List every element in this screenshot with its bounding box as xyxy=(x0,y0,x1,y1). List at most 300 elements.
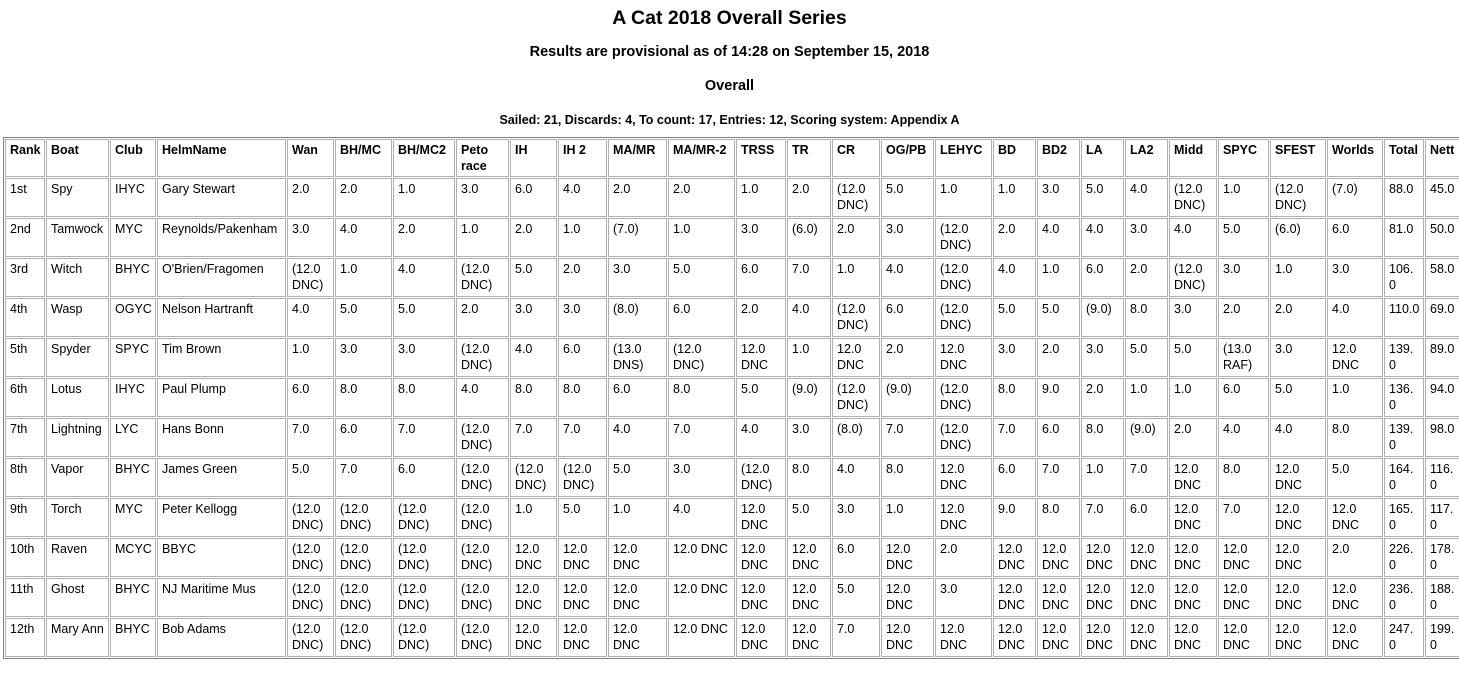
table-cell: 2.0 xyxy=(608,178,667,217)
table-cell: 7.0 xyxy=(881,418,934,457)
table-cell: 8.0 xyxy=(668,378,735,417)
table-cell: 1.0 xyxy=(668,218,735,257)
table-cell: (9.0) xyxy=(1125,418,1168,457)
table-cell: (12.0 DNC) xyxy=(393,618,455,657)
table-cell: 3.0 xyxy=(993,338,1036,377)
table-cell: (7.0) xyxy=(608,218,667,257)
table-cell: NJ Maritime Mus xyxy=(157,578,286,617)
table-cell: 5.0 xyxy=(1037,298,1080,337)
table-cell: 7.0 xyxy=(335,458,392,497)
table-cell: 12.0 DNC xyxy=(1169,498,1217,537)
table-cell: 5.0 xyxy=(287,458,334,497)
table-cell: (12.0 DNC) xyxy=(287,258,334,297)
provisional-note: Results are provisional as of 14:28 on September 15, 2018 xyxy=(529,44,930,60)
table-cell: 1.0 xyxy=(832,258,880,297)
table-cell: 1.0 xyxy=(1125,378,1168,417)
table-cell: 7.0 xyxy=(558,418,607,457)
table-cell: (12.0 DNC) xyxy=(287,498,334,537)
table-cell: BHYC xyxy=(110,618,156,657)
table-cell: (9.0) xyxy=(787,378,831,417)
table-cell: 1.0 xyxy=(608,498,667,537)
table-cell: 2.0 xyxy=(1037,338,1080,377)
table-cell: Lotus xyxy=(46,378,109,417)
table-cell: (12.0 DNC) xyxy=(335,538,392,577)
table-cell: 7.0 xyxy=(832,618,880,657)
table-cell: 12.0 DNC xyxy=(993,538,1036,577)
table-cell: 117.0 xyxy=(1425,498,1459,537)
table-cell: Peter Kellogg xyxy=(157,498,286,537)
table-cell: IHYC xyxy=(110,178,156,217)
table-cell: 6.0 xyxy=(993,458,1036,497)
table-cell: 5.0 xyxy=(1125,338,1168,377)
table-cell: 6.0 xyxy=(1218,378,1269,417)
column-header: Worlds xyxy=(1327,139,1383,177)
table-cell: 4.0 xyxy=(736,418,786,457)
table-cell: 1.0 xyxy=(335,258,392,297)
table-cell: 1.0 xyxy=(1037,258,1080,297)
table-cell: 8.0 xyxy=(1081,418,1124,457)
table-cell: (12.0 DNC) xyxy=(456,338,509,377)
column-header: BH/MC2 xyxy=(393,139,455,177)
table-cell: 7.0 xyxy=(1081,498,1124,537)
column-header: Boat xyxy=(46,139,109,177)
table-cell: 1.0 xyxy=(1270,258,1326,297)
table-row xyxy=(5,618,1459,657)
table-cell: 178.0 xyxy=(1425,538,1459,577)
table-cell: 12.0 DNC xyxy=(608,578,667,617)
table-cell: 12.0 DNC xyxy=(1218,618,1269,657)
table-cell: LYC xyxy=(110,418,156,457)
column-header: Peto race xyxy=(456,139,509,177)
table-cell: 7.0 xyxy=(668,418,735,457)
table-cell: 12.0 DNC xyxy=(1125,618,1168,657)
table-cell: 81.0 xyxy=(1384,218,1424,257)
table-cell: 247.0 xyxy=(1384,618,1424,657)
table-cell: 69.0 xyxy=(1425,298,1459,337)
table-cell: 12.0 DNC xyxy=(736,498,786,537)
table-cell: 1.0 xyxy=(1218,178,1269,217)
table-cell: 11th xyxy=(5,578,45,617)
table-cell: 2.0 xyxy=(393,218,455,257)
table-cell: 4.0 xyxy=(558,178,607,217)
table-cell: 6.0 xyxy=(1037,418,1080,457)
table-cell: 139.0 xyxy=(1384,338,1424,377)
table-cell: 5.0 xyxy=(1081,178,1124,217)
table-cell: 12.0 DNC xyxy=(1081,618,1124,657)
table-cell: (12.0 DNC) xyxy=(335,498,392,537)
table-cell: 2.0 xyxy=(1125,258,1168,297)
table-cell: 12.0 DNC xyxy=(1169,458,1217,497)
table-cell: (8.0) xyxy=(608,298,667,337)
table-cell: 4.0 xyxy=(456,378,509,417)
table-cell: 12.0 DNC xyxy=(558,578,607,617)
table-cell: 12.0 DNC xyxy=(935,618,992,657)
column-header: Wan xyxy=(287,139,334,177)
table-cell: 1.0 xyxy=(510,498,557,537)
table-cell: 12.0 DNC xyxy=(787,538,831,577)
table-cell: 8.0 xyxy=(1125,298,1168,337)
table-cell: 1.0 xyxy=(787,338,831,377)
table-cell: (12.0 DNC) xyxy=(736,458,786,497)
table-cell: 12.0 DNC xyxy=(510,578,557,617)
table-cell: Tim Brown xyxy=(157,338,286,377)
table-cell: 12.0 DNC xyxy=(1327,338,1383,377)
table-cell: 45.0 xyxy=(1425,178,1459,217)
table-cell: Witch xyxy=(46,258,109,297)
table-cell: 8.0 xyxy=(1327,418,1383,457)
table-cell: (12.0 DNC) xyxy=(832,378,880,417)
table-cell: 7.0 xyxy=(1037,458,1080,497)
table-cell: 2nd xyxy=(5,218,45,257)
table-cell: 12.0 DNC xyxy=(736,538,786,577)
table-cell: 12.0 DNC xyxy=(736,578,786,617)
table-cell: (12.0 DNC) xyxy=(287,578,334,617)
table-cell: 1.0 xyxy=(935,178,992,217)
table-cell: 2.0 xyxy=(1081,378,1124,417)
table-cell: MYC xyxy=(110,498,156,537)
table-row xyxy=(5,578,1459,617)
table-cell: 12.0 DNC xyxy=(1037,618,1080,657)
table-cell: Mary Ann xyxy=(46,618,109,657)
table-cell: 1.0 xyxy=(736,178,786,217)
table-cell: 2.0 xyxy=(1270,298,1326,337)
table-cell: 12.0 DNC xyxy=(1037,578,1080,617)
table-cell: 12.0 DNC xyxy=(881,578,934,617)
table-cell: (13.0 DNS) xyxy=(608,338,667,377)
table-cell: (12.0 DNC) xyxy=(1169,258,1217,297)
results-table xyxy=(3,137,1459,659)
column-header: BH/MC xyxy=(335,139,392,177)
table-cell: SPYC xyxy=(110,338,156,377)
table-cell: (12.0 DNC) xyxy=(935,418,992,457)
table-cell: Wasp xyxy=(46,298,109,337)
table-cell: 1.0 xyxy=(456,218,509,257)
table-cell: 12.0 DNC xyxy=(993,578,1036,617)
table-row xyxy=(5,298,1459,337)
table-cell: Ghost xyxy=(46,578,109,617)
table-cell: Raven xyxy=(46,538,109,577)
table-cell: 5.0 xyxy=(993,298,1036,337)
table-cell: 165.0 xyxy=(1384,498,1424,537)
table-cell: 2.0 xyxy=(993,218,1036,257)
table-cell: 4.0 xyxy=(393,258,455,297)
table-cell: 6.0 xyxy=(1081,258,1124,297)
table-cell: 4.0 xyxy=(1125,178,1168,217)
column-header: LEHYC xyxy=(935,139,992,177)
table-cell: (12.0 DNC) xyxy=(456,538,509,577)
table-cell: 4.0 xyxy=(993,258,1036,297)
table-cell: (12.0 DNC) xyxy=(393,498,455,537)
page-title: A Cat 2018 Overall Series xyxy=(612,7,847,29)
table-cell: 12.0 DNC xyxy=(1037,538,1080,577)
table-cell: 5.0 xyxy=(608,458,667,497)
table-cell: 3.0 xyxy=(1081,338,1124,377)
table-cell: 8.0 xyxy=(393,378,455,417)
table-cell: 7.0 xyxy=(510,418,557,457)
table-cell: 12.0 DNC xyxy=(787,578,831,617)
table-cell: 1.0 xyxy=(393,178,455,217)
table-cell: (6.0) xyxy=(1270,218,1326,257)
table-cell: 12.0 DNC xyxy=(1218,578,1269,617)
column-header: IH 2 xyxy=(558,139,607,177)
table-cell: 12.0 DNC xyxy=(935,498,992,537)
table-cell: Spy xyxy=(46,178,109,217)
table-cell: 98.0 xyxy=(1425,418,1459,457)
table-cell: Tamwock xyxy=(46,218,109,257)
table-cell: (9.0) xyxy=(1081,298,1124,337)
table-cell: 5.0 xyxy=(510,258,557,297)
table-cell: 5.0 xyxy=(668,258,735,297)
table-cell: 139.0 xyxy=(1384,418,1424,457)
table-cell: (12.0 DNC) xyxy=(335,618,392,657)
table-cell: 5.0 xyxy=(335,298,392,337)
table-cell: 7.0 xyxy=(287,418,334,457)
table-cell: (12.0 DNC) xyxy=(832,178,880,217)
table-cell: 5.0 xyxy=(1270,378,1326,417)
table-cell: 12.0 DNC xyxy=(1169,538,1217,577)
table-cell: (12.0 DNC) xyxy=(393,578,455,617)
table-cell: (7.0) xyxy=(1327,178,1383,217)
table-cell: 6.0 xyxy=(736,258,786,297)
table-cell: 1st xyxy=(5,178,45,217)
table-cell: (12.0 DNC) xyxy=(832,298,880,337)
table-cell: 2.0 xyxy=(787,178,831,217)
table-row xyxy=(5,538,1459,577)
table-cell: 4.0 xyxy=(832,458,880,497)
table-cell: 2.0 xyxy=(832,218,880,257)
table-cell: 12.0 DNC xyxy=(1125,538,1168,577)
column-header: LA xyxy=(1081,139,1124,177)
table-cell: 7.0 xyxy=(1218,498,1269,537)
table-cell: (12.0 DNC) xyxy=(287,538,334,577)
column-header: Club xyxy=(110,139,156,177)
table-row xyxy=(5,218,1459,257)
column-header: SFEST xyxy=(1270,139,1326,177)
table-cell: 3.0 xyxy=(832,498,880,537)
table-cell: 6.0 xyxy=(393,458,455,497)
table-row xyxy=(5,378,1459,417)
table-cell: 8.0 xyxy=(1037,498,1080,537)
table-cell: 6.0 xyxy=(668,298,735,337)
table-cell: 12.0 DNC xyxy=(510,618,557,657)
table-cell: 4.0 xyxy=(335,218,392,257)
table-cell: 2.0 xyxy=(881,338,934,377)
table-cell: 1.0 xyxy=(558,218,607,257)
table-cell: 1.0 xyxy=(1327,378,1383,417)
table-cell: 2.0 xyxy=(510,218,557,257)
table-cell: (12.0 DNC) xyxy=(935,298,992,337)
table-cell: 12.0 DNC xyxy=(787,618,831,657)
table-cell: 3.0 xyxy=(1125,218,1168,257)
table-cell: 4.0 xyxy=(287,298,334,337)
table-cell: 3.0 xyxy=(558,298,607,337)
table-cell: 1.0 xyxy=(881,498,934,537)
table-cell: (12.0 DNC) xyxy=(456,258,509,297)
table-cell: 4.0 xyxy=(608,418,667,457)
table-cell: 1.0 xyxy=(1169,378,1217,417)
table-cell: 8.0 xyxy=(558,378,607,417)
column-header: MA/MR-2 xyxy=(668,139,735,177)
table-cell: 2.0 xyxy=(558,258,607,297)
table-cell: 12.0 DNC xyxy=(1270,458,1326,497)
table-cell: 12.0 DNC xyxy=(1270,578,1326,617)
results-body xyxy=(5,178,1459,657)
table-cell: 3.0 xyxy=(1037,178,1080,217)
table-cell: 4.0 xyxy=(1169,218,1217,257)
section-heading: Overall xyxy=(704,78,755,94)
column-header: TR xyxy=(787,139,831,177)
table-cell: 6.0 xyxy=(608,378,667,417)
table-cell: (6.0) xyxy=(787,218,831,257)
table-cell: 3.0 xyxy=(335,338,392,377)
table-cell: BHYC xyxy=(110,258,156,297)
table-cell: 3.0 xyxy=(1218,258,1269,297)
table-cell: Lightning xyxy=(46,418,109,457)
series-summary: Sailed: 21, Discards: 4, To count: 17, Entries: 12, Scoring system: Appendix A xyxy=(499,113,960,127)
table-cell: 12.0 DNC xyxy=(881,538,934,577)
table-cell: 5.0 xyxy=(558,498,607,537)
table-cell: 2.0 xyxy=(456,298,509,337)
table-cell: BHYC xyxy=(110,458,156,497)
table-cell: 6.0 xyxy=(832,538,880,577)
table-cell: (12.0 DNC) xyxy=(1169,178,1217,217)
table-cell: 3.0 xyxy=(668,458,735,497)
table-cell: 4.0 xyxy=(1037,218,1080,257)
table-cell: 5.0 xyxy=(1327,458,1383,497)
table-row xyxy=(5,458,1459,497)
table-cell: 3.0 xyxy=(608,258,667,297)
column-header: HelmName xyxy=(157,139,286,177)
table-cell: 5.0 xyxy=(787,498,831,537)
table-cell: 3.0 xyxy=(1327,258,1383,297)
table-cell: 3.0 xyxy=(1169,298,1217,337)
table-cell: 12.0 DNC xyxy=(935,338,992,377)
table-cell: 9th xyxy=(5,498,45,537)
table-cell: 110.0 xyxy=(1384,298,1424,337)
table-cell: 5.0 xyxy=(832,578,880,617)
column-header: MA/MR xyxy=(608,139,667,177)
table-cell: 12.0 DNC xyxy=(1327,498,1383,537)
table-cell: 7.0 xyxy=(787,258,831,297)
table-cell: 5.0 xyxy=(393,298,455,337)
table-cell: 6.0 xyxy=(1327,218,1383,257)
table-cell: 12.0 DNC xyxy=(881,618,934,657)
table-cell: 2.0 xyxy=(1218,298,1269,337)
table-cell: 6.0 xyxy=(510,178,557,217)
table-cell: 4.0 xyxy=(881,258,934,297)
table-cell: 6.0 xyxy=(558,338,607,377)
table-cell: 6.0 xyxy=(335,418,392,457)
table-cell: 12.0 DNC xyxy=(736,338,786,377)
table-cell: 8.0 xyxy=(881,458,934,497)
table-cell: 12.0 DNC xyxy=(1270,618,1326,657)
table-cell: 7th xyxy=(5,418,45,457)
table-row xyxy=(5,498,1459,537)
table-cell: James Green xyxy=(157,458,286,497)
table-cell: (12.0 DNC) xyxy=(456,458,509,497)
table-cell: 12.0 DNC xyxy=(935,458,992,497)
table-cell: 12.0 DNC xyxy=(993,618,1036,657)
table-cell: 1.0 xyxy=(1081,458,1124,497)
table-cell: 50.0 xyxy=(1425,218,1459,257)
table-cell: 12.0 DNC xyxy=(510,538,557,577)
table-cell: 12.0 DNC xyxy=(1327,618,1383,657)
table-cell: 9.0 xyxy=(993,498,1036,537)
table-cell: 12.0 DNC xyxy=(668,578,735,617)
table-cell: 12.0 DNC xyxy=(1169,618,1217,657)
column-header: BD2 xyxy=(1037,139,1080,177)
table-cell: 3.0 xyxy=(881,218,934,257)
table-cell: (12.0 DNC) xyxy=(935,218,992,257)
column-header: CR xyxy=(832,139,880,177)
table-cell: (8.0) xyxy=(832,418,880,457)
table-cell: 5.0 xyxy=(1218,218,1269,257)
table-cell: 89.0 xyxy=(1425,338,1459,377)
table-cell: 12th xyxy=(5,618,45,657)
column-header: SPYC xyxy=(1218,139,1269,177)
column-header: Rank xyxy=(5,139,45,177)
table-cell: 4.0 xyxy=(1327,298,1383,337)
table-cell: 10th xyxy=(5,538,45,577)
table-cell: 2.0 xyxy=(287,178,334,217)
column-header: Total xyxy=(1384,139,1424,177)
table-cell: (12.0 DNC) xyxy=(456,498,509,537)
table-cell: 12.0 DNC xyxy=(608,618,667,657)
table-cell: Paul Plump xyxy=(157,378,286,417)
table-cell: BBYC xyxy=(157,538,286,577)
table-cell: Torch xyxy=(46,498,109,537)
table-cell: 7.0 xyxy=(1125,458,1168,497)
table-cell: Hans Bonn xyxy=(157,418,286,457)
table-cell: 2.0 xyxy=(1327,538,1383,577)
column-header: OG/PB xyxy=(881,139,934,177)
table-cell: IHYC xyxy=(110,378,156,417)
table-cell: 8.0 xyxy=(787,458,831,497)
table-row xyxy=(5,338,1459,377)
table-cell: BHYC xyxy=(110,578,156,617)
table-cell: 12.0 DNC xyxy=(668,618,735,657)
table-cell: (12.0 DNC) xyxy=(456,418,509,457)
table-cell: 12.0 DNC xyxy=(668,538,735,577)
table-row xyxy=(5,418,1459,457)
table-cell: 4.0 xyxy=(510,338,557,377)
table-cell: 4.0 xyxy=(668,498,735,537)
table-cell: 7.0 xyxy=(993,418,1036,457)
table-cell: 106.0 xyxy=(1384,258,1424,297)
table-cell: (12.0 DNC) xyxy=(287,618,334,657)
table-cell: 116.0 xyxy=(1425,458,1459,497)
table-cell: 12.0 DNC xyxy=(1081,538,1124,577)
table-cell: 4.0 xyxy=(1270,418,1326,457)
table-cell: 8.0 xyxy=(510,378,557,417)
table-cell: (12.0 DNC) xyxy=(935,258,992,297)
table-cell: 8.0 xyxy=(993,378,1036,417)
table-cell: Gary Stewart xyxy=(157,178,286,217)
table-cell: 12.0 DNC xyxy=(832,338,880,377)
table-cell: (12.0 DNC) xyxy=(668,338,735,377)
table-cell: 236.0 xyxy=(1384,578,1424,617)
table-cell: 5.0 xyxy=(736,378,786,417)
table-cell: 12.0 DNC xyxy=(558,618,607,657)
table-cell: 164.0 xyxy=(1384,458,1424,497)
table-cell: 3.0 xyxy=(1270,338,1326,377)
table-cell: 9.0 xyxy=(1037,378,1080,417)
table-cell: 188.0 xyxy=(1425,578,1459,617)
table-cell: 6th xyxy=(5,378,45,417)
table-row xyxy=(5,178,1459,217)
table-cell: 226.0 xyxy=(1384,538,1424,577)
table-cell: 6.0 xyxy=(287,378,334,417)
